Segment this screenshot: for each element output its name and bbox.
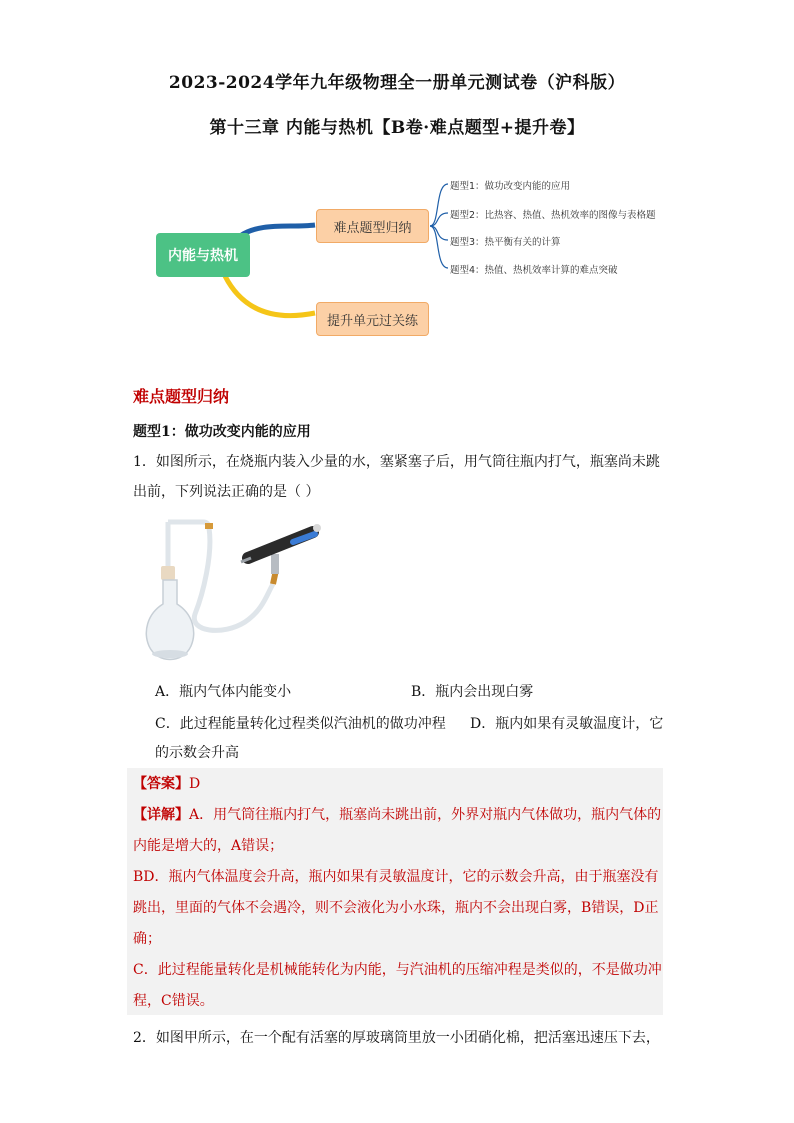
flask-pump-photo: [133, 514, 323, 666]
detail-text-1: A．用气筒往瓶内打气，瓶塞尚未跳出前，外界对瓶内气体做功，瓶内气体的: [189, 807, 662, 823]
connector-yellow: [225, 276, 315, 316]
question1-stem-line2: 出前，下列说法正确的是（ ）: [133, 484, 320, 500]
document-title-line1: 2023-2024学年九年级物理全一册单元测试卷（沪科版）: [168, 73, 626, 93]
option-a: A．瓶内气体内能变小: [155, 684, 292, 700]
detail-line4: 跳出，里面的气体不会遇冷，则不会液化为小水珠，瓶内不会出现白雾，B错误，D正: [133, 900, 659, 916]
detail-tag: 【详解】: [133, 807, 189, 823]
section-heading: 难点题型归纳: [133, 387, 230, 406]
detail-line5: 确；: [133, 931, 161, 947]
option-b: B．瓶内会出现白雾: [411, 684, 534, 700]
answer-value: D: [189, 776, 201, 792]
question2-stem-line1: 2．如图甲所示，在一个配有活塞的厚玻璃筒里放一小团硝化棉，把活塞迅速压下去，: [133, 1030, 660, 1046]
mind-map-branch-difficult-types: 难点题型归纳: [316, 209, 429, 243]
detail-line2: 内能是增大的，A错误；: [133, 838, 284, 854]
mind-map-leaf-3: 题型3：热平衡有关的计算: [450, 237, 561, 248]
leaf-line-1: [430, 184, 448, 226]
mind-map-branch-unit-practice: 提升单元过关练: [316, 302, 429, 336]
document-title-line2: 第十三章 内能与热机【B卷·难点题型+提升卷】: [209, 118, 585, 138]
question-type-heading: 题型1：做功改变内能的应用: [133, 424, 311, 440]
answer-tag: 【答案】: [133, 776, 189, 792]
connector-blue: [240, 225, 315, 236]
question1-stem-line1: 1．如图所示，在烧瓶内装入少量的水，塞紧塞子后，用气筒往瓶内打气，瓶塞尚未跳: [133, 454, 660, 470]
mind-map-root: 内能与热机: [156, 233, 250, 277]
mind-map: [150, 170, 710, 350]
answer-line: [133, 769, 663, 800]
detail-line3: BD．瓶内气体温度会升高，瓶内如果有灵敏温度计，它的示数会升高，由于瓶塞没有: [133, 869, 659, 885]
mind-map-leaf-1: 题型1：做功改变内能的应用: [450, 181, 571, 192]
detail-line7: 程，C错误。: [133, 993, 214, 1009]
mind-map-leaf-4: 题型4：热值、热机效率计算的难点突破: [450, 265, 618, 276]
mind-map-leaf-2: 题型2：比热容、热值、热机效率的图像与表格题: [450, 210, 656, 221]
detail-line1: [133, 800, 663, 831]
leaf-line-4: [430, 226, 448, 268]
option-d-line1: D．瓶内如果有灵敏温度计，它: [470, 716, 664, 732]
option-c: C．此过程能量转化过程类似汽油机的做功冲程: [155, 716, 446, 732]
option-d-line2: 的示数会升高: [155, 745, 239, 761]
detail-line6: C．此过程能量转化是机械能转化为内能，与汽油机的压缩冲程是类似的，不是做功冲: [133, 962, 662, 978]
